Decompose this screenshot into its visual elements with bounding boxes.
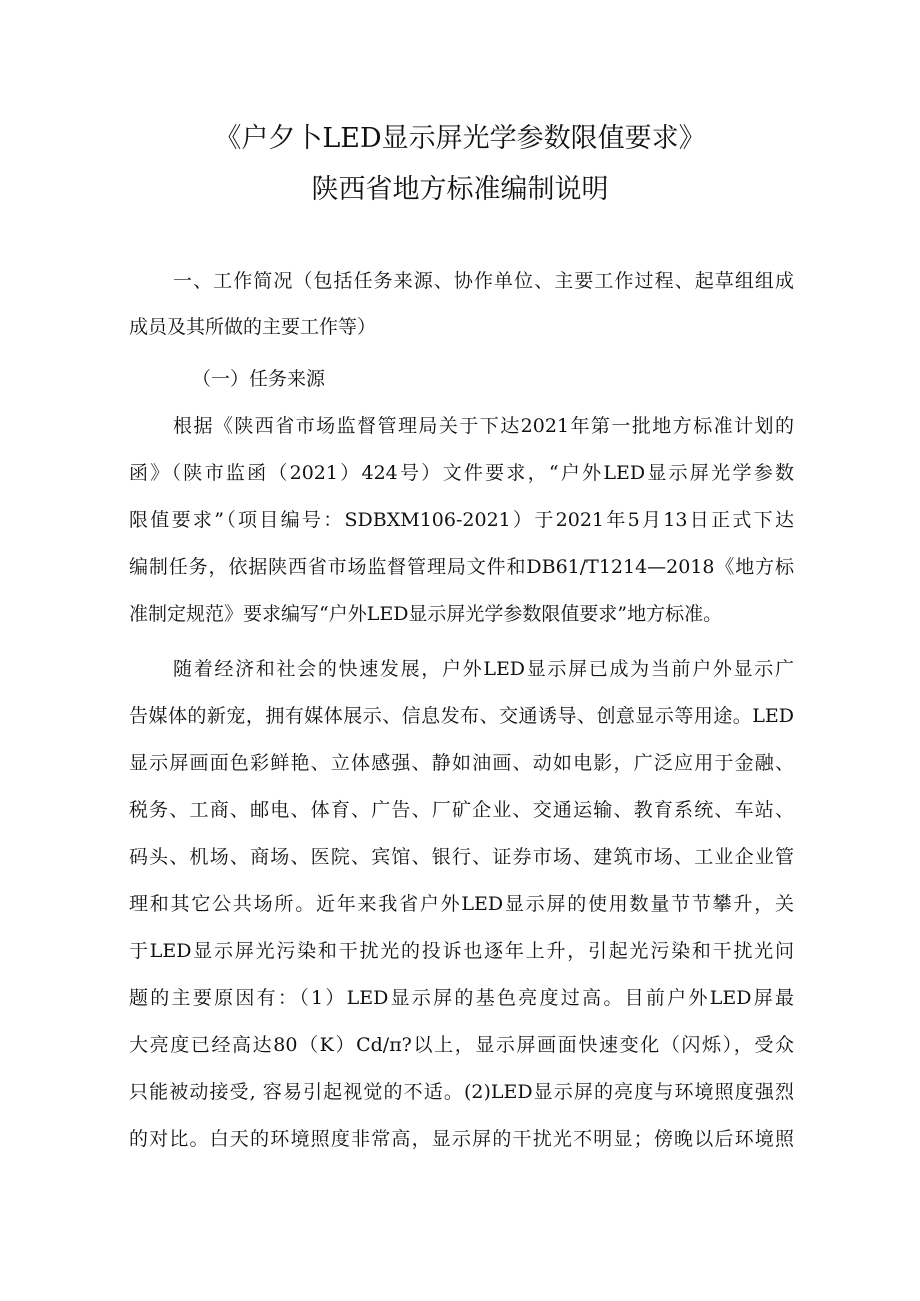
paragraph-line: 只能被动接受, 容易引起视觉的不适。(2)LED显示屏的亮度与环境照度强烈: [129, 1081, 794, 1103]
paragraph-line: 显示屏画面色彩鲜艳、立体感强、静如油画、动如电影，广泛应用于金融、: [129, 752, 794, 774]
paragraph-line: 税务、工商、邮电、体育、广告、厂矿企业、交通运输、教育系统、车站、: [129, 799, 794, 821]
paragraph-line: 编制任务，依据陕西省市场监督管理局文件和DB61/T1214—2018《地方标: [129, 556, 794, 578]
paragraph-line: 根据《陕西省市场监督管理局关于下达2021年第一批地方标准计划的: [173, 415, 794, 437]
paragraph-line: 题的主要原因有：（1）LED显示屏的基色亮度过高。目前户外LED屏最: [129, 987, 794, 1009]
paragraph-line: 于LED显示屏光污染和干扰光的投诉也逐年上升，引起光污染和干扰光问: [129, 940, 794, 962]
paragraph-line: 大亮度已经高达80（K）Cd/π?以上，显示屏画面快速变化（闪烁），受众: [129, 1034, 794, 1056]
section-heading-line: 一、工作简况（包括任务来源、协作单位、主要工作过程、起草组组成: [173, 270, 794, 292]
document-title: 《户夕卜LED显示屏光学参数限值要求》: [214, 123, 706, 154]
paragraph-line: 限值要求”（项目编号：SDBXM106-2021）于2021年5月13日正式下达: [129, 509, 794, 531]
paragraph-line: 码头、机场、商场、医院、宾馆、银行、证券市场、建筑市场、工业企业管: [129, 846, 794, 868]
paragraph-line: 准制定规范》要求编写“户外LED显示屏光学参数限值要求”地方标准。: [129, 603, 723, 625]
paragraph-line: 随着经济和社会的快速发展，户外LED显示屏已成为当前户外显示广: [173, 658, 794, 680]
subsection-heading: （一）任务来源: [192, 368, 326, 390]
paragraph-line: 理和其它公共场所。近年来我省户外LED显示屏的使用数量节节攀升，关: [129, 893, 794, 915]
document-subtitle: 陕西省地方标准编制说明: [311, 174, 609, 205]
section-heading-line: 成员及其所做的主要工作等）: [129, 316, 377, 338]
paragraph-line: 告媒体的新宠，拥有媒体展示、信息发布、交通诱导、创意显示等用途。LED: [129, 705, 794, 727]
paragraph-line: 的对比。白天的环境照度非常高，显示屏的干扰光不明显；傍晚以后环境照: [129, 1128, 794, 1150]
paragraph-line: 函》（陕市监函（2021）424号）文件要求，“户外LED显示屏光学参数: [129, 462, 794, 484]
